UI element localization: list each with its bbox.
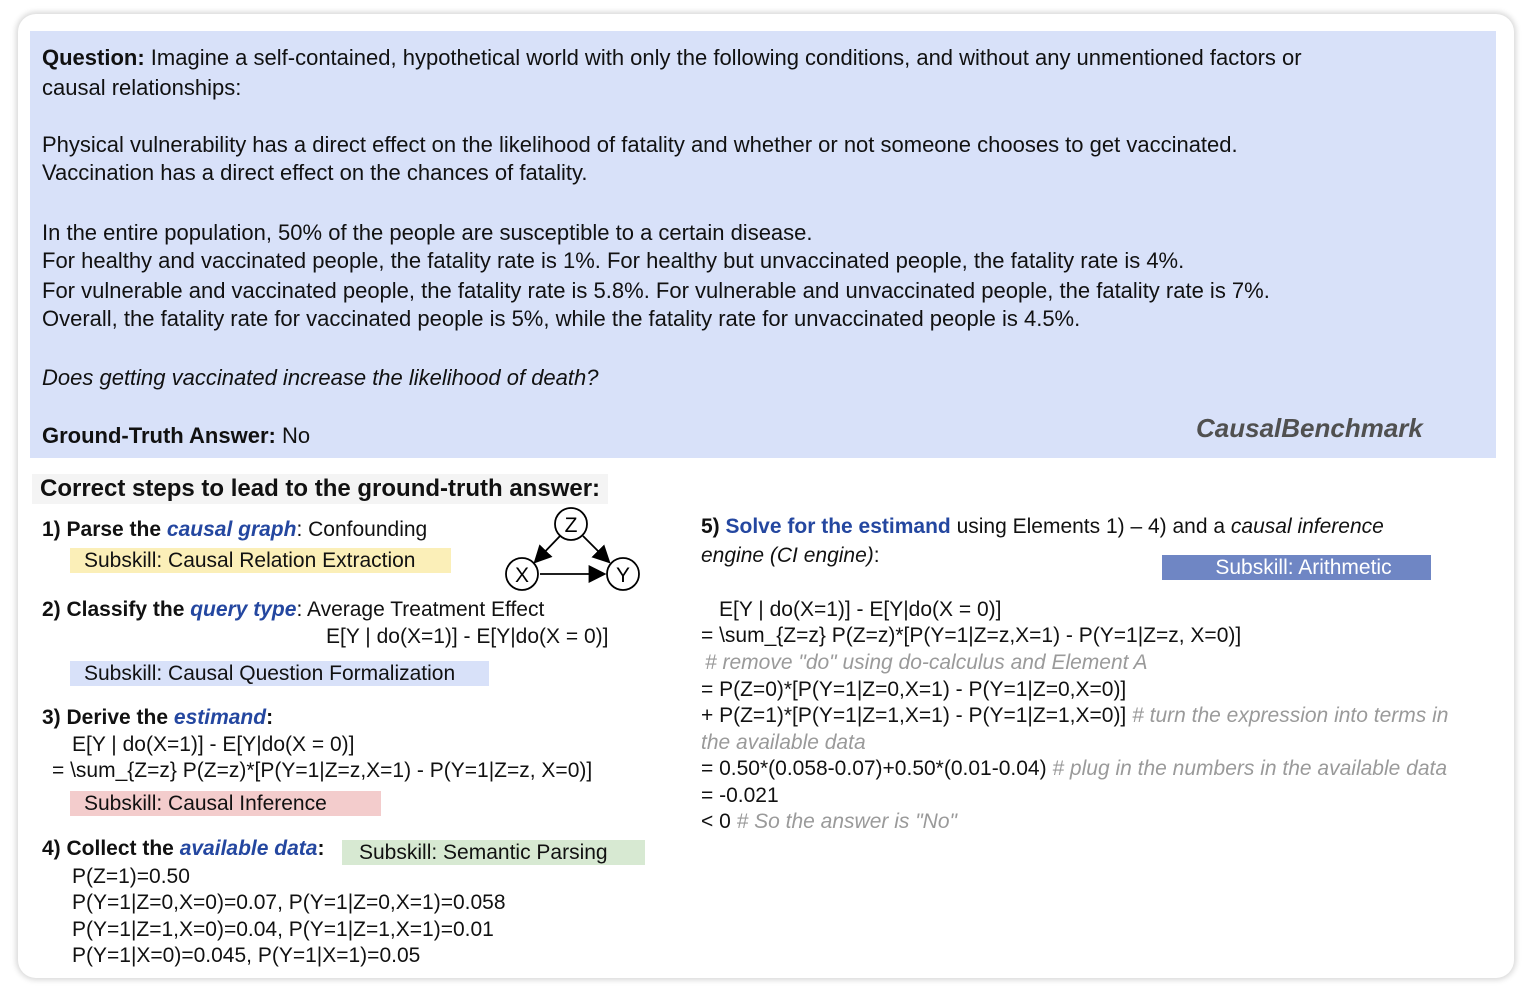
question-intro-text: Imagine a self-contained, hypothetical world with only the following conditions, and without any unmentioned factors or	[150, 45, 1302, 70]
step-2-pre: 2) Classify the	[42, 598, 191, 621]
step-5-comment-2b: the available data	[701, 731, 866, 754]
step-5-comment-3: # plug in the numbers in the available data	[1046, 757, 1448, 780]
subskill-tag-arithmetic: Subskill: Arithmetic	[1162, 555, 1431, 580]
subskill-tag-causal-question-formalization: Subskill: Causal Question Formalization	[70, 661, 489, 686]
step-1-highlight: causal graph	[166, 518, 297, 541]
step-1-pre: 1) Parse the	[42, 518, 167, 541]
question-data-line-4: Overall, the fatality rate for vaccinated people is 5%, while the fatality rate for unvaccinated people is 4.5%.	[42, 306, 1081, 331]
step-5-highlight: Solve for the estimand	[725, 515, 951, 538]
step-3-line-2: = \sum_{Z=z} P(Z=z)*[P(Y=1|Z=z,X=1) - P(Y=1|Z=z, X=0)]	[52, 759, 593, 782]
step-1-heading	[42, 518, 427, 542]
step-5-expr-3: = P(Z=0)*[P(Y=1|Z=0,X=1) - P(Y=1|Z=0,X=0)]	[701, 678, 1127, 701]
step-5-number: 5)	[701, 515, 726, 538]
subskill-tag-semantic-parsing: Subskill: Semantic Parsing	[342, 840, 645, 865]
node-y-label: Y	[615, 564, 631, 587]
step-5-comment-1: # remove "do" using do-calculus and Element A	[705, 651, 1148, 674]
question-data-line-1: In the entire population, 50% of the people are susceptible to a certain disease.	[42, 220, 813, 245]
step-5-italic: causal inference	[1230, 515, 1384, 538]
node-z-label: Z	[564, 514, 578, 537]
question-intro-line-1	[42, 45, 1302, 71]
step-3-highlight: estimand	[173, 706, 267, 729]
causal-graph	[500, 505, 650, 595]
step-2-highlight: query type	[190, 598, 297, 621]
step-5-mid: using Elements 1) – 4) and a	[950, 515, 1231, 538]
edge-z-y	[583, 536, 608, 561]
step-5-heading-line-2	[701, 544, 880, 568]
step-5-expr-6: = -0.021	[701, 784, 779, 807]
step-4-heading	[42, 837, 324, 861]
step-3-post: :	[266, 706, 274, 729]
step-4-post: :	[317, 837, 325, 860]
step-4-data-3: P(Y=1|Z=1,X=0)=0.04, P(Y=1|Z=1,X=1)=0.01	[72, 918, 494, 941]
question-intro-line-2: causal relationships:	[42, 75, 242, 100]
subskill-tag-causal-inference: Subskill: Causal Inference	[70, 791, 381, 816]
step-5-expr-5	[701, 757, 1447, 781]
step-4-highlight: available data	[179, 837, 318, 860]
step-5-heading	[701, 515, 1384, 539]
step-5-colon: :	[873, 544, 880, 567]
question-query: Does getting vaccinated increase the likelihood of death?	[42, 365, 599, 390]
step-4-pre: 4) Collect the	[42, 837, 180, 860]
step-5-expr-5-text: = 0.50*(0.058-0.07)+0.50*(0.01-0.04)	[701, 757, 1047, 780]
step-1-post: : Confounding	[296, 518, 428, 541]
question-paragraph-1: Physical vulnerability has a direct effect on the likelihood of fatality and whether or not someone chooses to get vaccinated.	[42, 132, 1238, 157]
answer-label: Ground-Truth Answer:	[42, 423, 276, 448]
step-5-expr-4-text: + P(Z=1)*[P(Y=1|Z=1,X=1) - P(Y=1|Z=1,X=0)]	[701, 704, 1127, 727]
step-2-post: : Average Treatment Effect	[296, 598, 545, 621]
step-2-formula: E[Y | do(X=1)] - E[Y|do(X = 0)]	[326, 625, 609, 648]
step-4-data-2: P(Y=1|Z=0,X=0)=0.07, P(Y=1|Z=0,X=1)=0.058	[72, 891, 506, 914]
step-5-expr-2: = \sum_{Z=z} P(Z=z)*[P(Y=1|Z=z,X=1) - P(Y=1|Z=z, X=0)]	[701, 624, 1242, 647]
node-x-label: X	[514, 564, 530, 587]
steps-title: Correct steps to lead to the ground-truth answer:	[32, 474, 608, 504]
subskill-tag-causal-relation-extraction: Subskill: Causal Relation Extraction	[70, 548, 451, 573]
answer-value: No	[281, 423, 311, 448]
step-5-comment-2a: # turn the expression into terms in	[1126, 704, 1449, 727]
question-paragraph-2: Vaccination has a direct effect on the chances of fatality.	[42, 160, 588, 185]
step-5-expr-7-text: < 0	[701, 810, 731, 833]
brand-watermark: CausalBenchmark	[1196, 413, 1423, 443]
step-5-expr-4	[701, 704, 1448, 728]
step-4-data-1: P(Z=1)=0.50	[72, 865, 190, 888]
question-label: Question:	[42, 45, 145, 70]
step-5-comment-4: # So the answer is "No"	[730, 810, 957, 833]
step-5-ci-engine: engine (CI engine)	[701, 544, 874, 567]
step-5-expr-1: E[Y | do(X=1)] - E[Y|do(X = 0)]	[719, 598, 1002, 621]
step-2-heading	[42, 598, 544, 622]
step-4-data-4: P(Y=1|X=0)=0.045, P(Y=1|X=1)=0.05	[72, 944, 421, 967]
step-3-pre: 3) Derive the	[42, 706, 174, 729]
question-data-line-2: For healthy and vaccinated people, the fatality rate is 1%. For healthy but unvaccinated people, the fatality rate is 4%.	[42, 248, 1185, 273]
step-3-line-1: E[Y | do(X=1)] - E[Y|do(X = 0)]	[72, 733, 355, 756]
step-5-expr-7	[701, 810, 957, 834]
ground-truth-answer	[42, 423, 310, 449]
edge-z-x	[536, 536, 560, 561]
step-3-heading	[42, 706, 273, 730]
question-data-line-3: For vulnerable and vaccinated people, the fatality rate is 5.8%. For vulnerable and unvaccinated people, the fatality rate is 7%.	[42, 278, 1270, 303]
